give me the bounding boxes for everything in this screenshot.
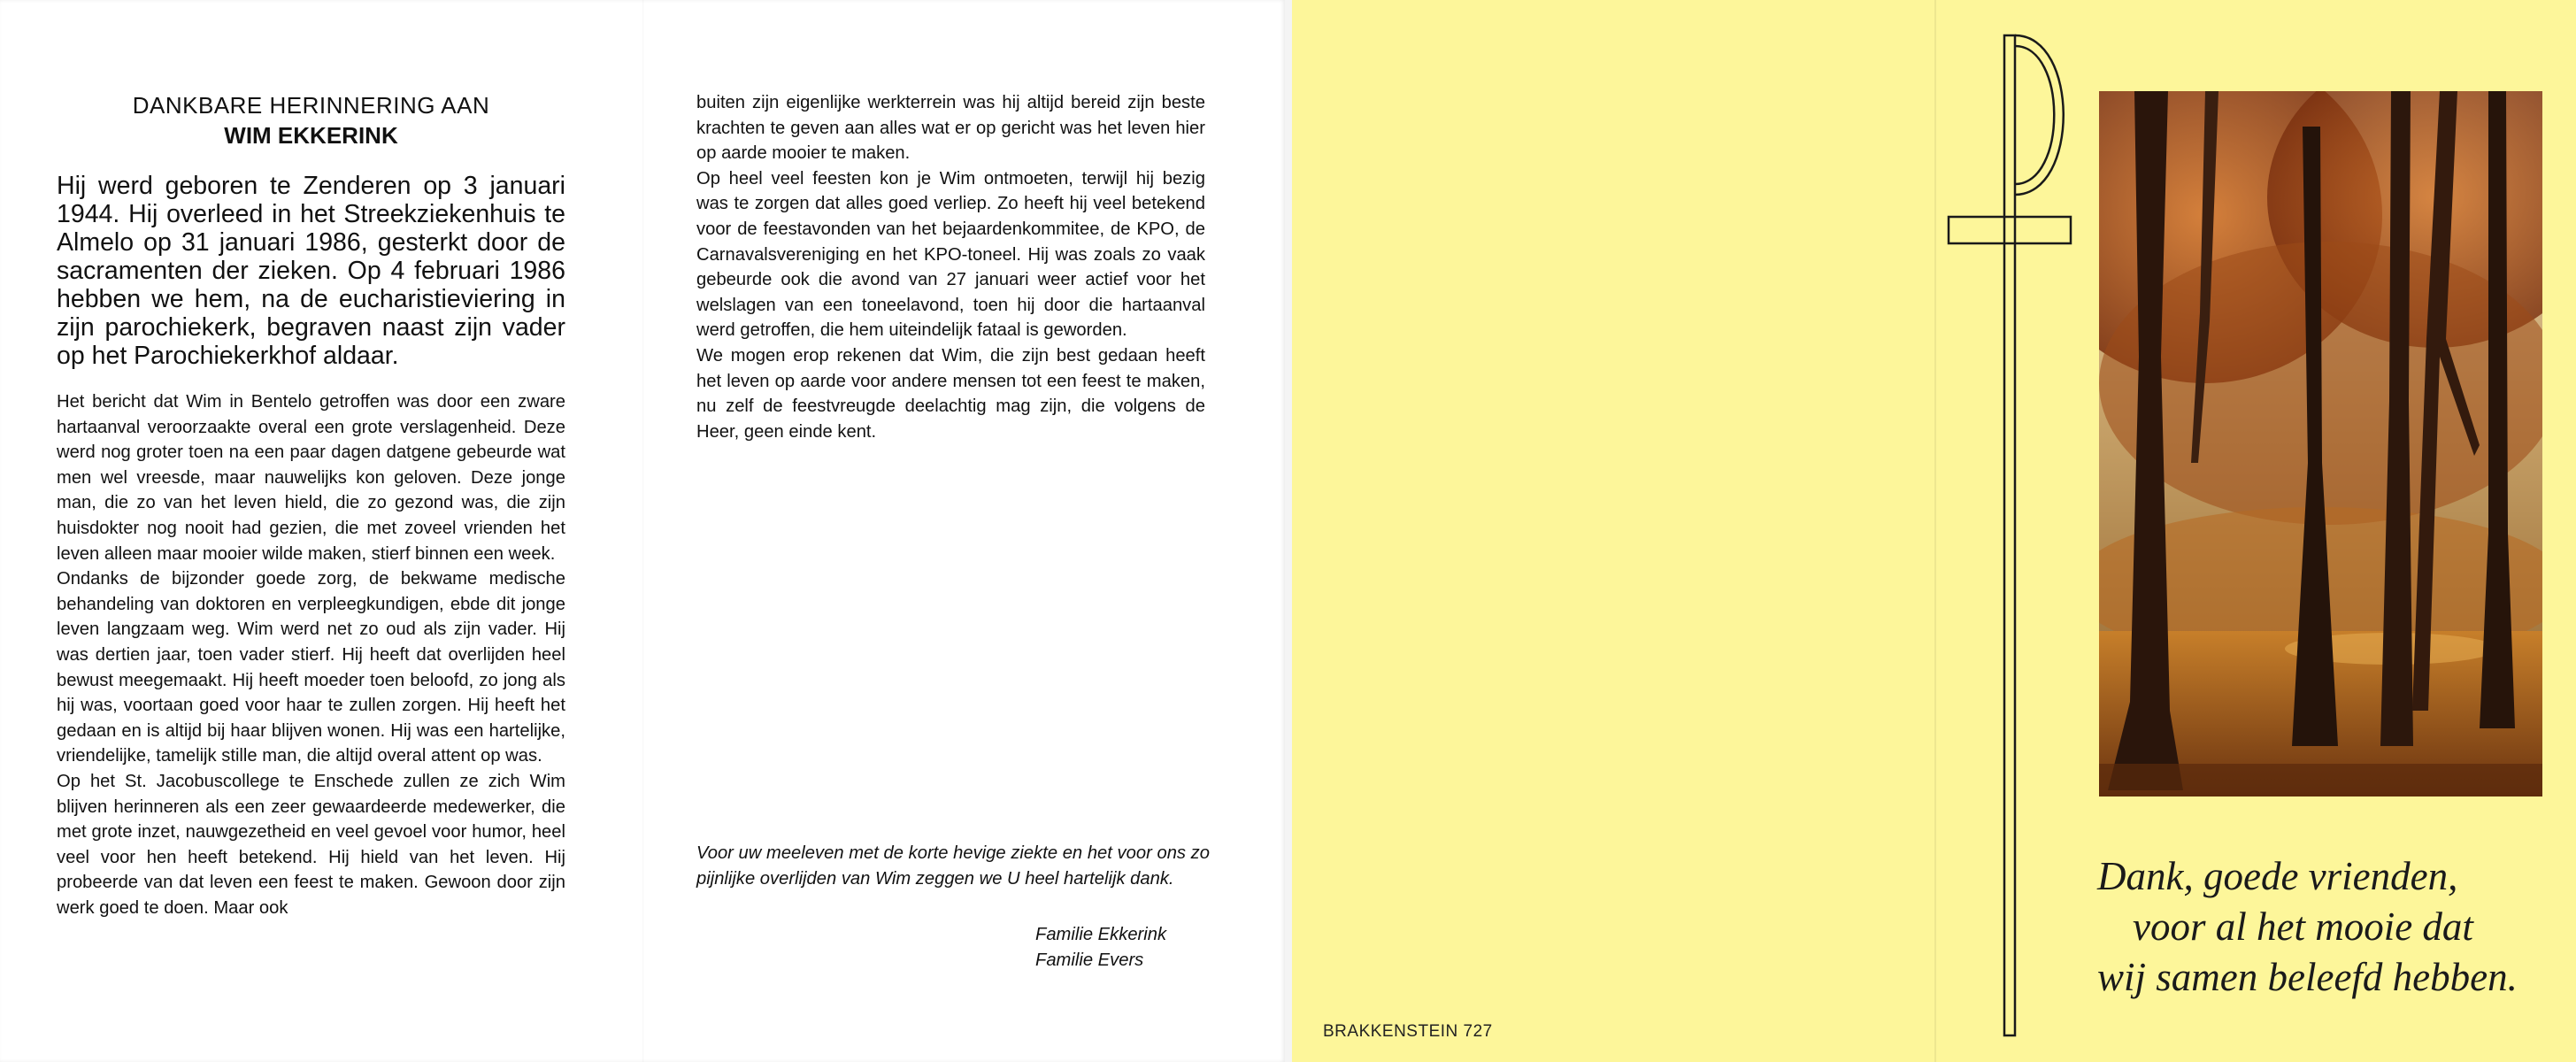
paragraph-4: buiten zijn eigenlijke werkterrein was hij altijd bereid zijn beste krachten te geven aan alles wat er op gericht was het leven hier op aarde mooier te maken.	[696, 93, 1205, 164]
motto-line-1: Dank, goede vrienden,	[2097, 854, 2458, 898]
signature-evers: Familie Evers	[1035, 950, 1144, 970]
paragraph-6: We mogen erop rekenen dat Wim, die zijn best gedaan heeft het leven op aarde voor andere mensen tot een feest te maken, nu zelf de feestvreugde deelachtig mag zijn, die volgens de Heer, geen einde kent.	[696, 345, 1205, 442]
paragraph-5: Op heel veel feesten kon je Wim ontmoeten, terwijl hij bezig was te zorgen dat alles goed verliep. Zo heeft hij veel betekend voor de feestavonden van het bejaardenkommitee, de KPO, de Carnavalsvereniging en het KPO-toneel. Hij was zoals zo vaak gebeurde ook die avond van 27 januari weer actief voor het welslagen van een toneelavond, toen hij door die hartaanval werd getroffen, die hem uiteindelijk fataal is geworden.	[696, 168, 1205, 341]
left-column	[57, 90, 565, 920]
right-column	[696, 90, 1205, 444]
card-inside	[0, 0, 1285, 1062]
deceased-name: WIM EKKERINK	[224, 122, 398, 149]
autumn-forest-photo	[2099, 91, 2542, 796]
motto-text	[2097, 851, 2557, 1003]
motto-line-2: voor al het mooie dat	[2133, 904, 2473, 949]
chi-rho-cross-icon	[1947, 31, 2088, 1040]
signature-ekkerink: Familie Ekkerink	[1035, 925, 1167, 944]
paragraph-1: Het bericht dat Wim in Bentelo getroffen was door een zware hartaanval veroorzaakte overal een grote verslagenheid. Deze werd nog groter toen na een paar dagen datgene gebeurde wat men wel vreesde, maar nauwelijks kon geloven. Deze jonge man, die zo van het leven hield, die zo gezond was, die zijn huisdokter nog nooit had gezien, die met zoveel vrienden het leven alleen maar mooier wilde maken, stierf binnen een week.	[57, 392, 565, 564]
motto-line-3: wij samen beleefd hebben.	[2097, 955, 2518, 999]
heading-line: DANKBARE HERINNERING AAN	[132, 92, 490, 119]
fold-line	[1934, 0, 1936, 1062]
card-outside	[1292, 0, 2576, 1062]
intro-paragraph: Hij werd geboren te Zenderen op 3 januari 1944. Hij overleed in het Streekziekenhuis te Almelo op 31 januari 1986, gesterkt door de sacramenten der zieken. Op 4 februari 1986 hebben we hem, na de eucharistieviering in zijn parochiekerk, begraven naast zijn vader op het Parochiekerkhof aldaar.	[57, 172, 565, 370]
fold-line	[642, 0, 644, 1062]
paragraph-2: Ondanks de bijzonder goede zorg, de bekwame medische behandeling van doktoren en verpleegkundigen, ebde dit jonge leven langzaam weg. Wim werd net zo oud als zijn vader. Hij was dertien jaar, toen vader stierf. Hij heeft dat overlijden heel bewust meegemaakt. Hij heeft moeder toen beloofd, zo jong als hij was, voortaan goed voor haar te zullen zorgen. Hij heeft het gedaan en is altijd bij haar blijven wonen. Hij was een hartelijke, vriendelijke, tamelijk stille man, die altijd overal attent op was.	[57, 569, 565, 766]
publisher-code: BRAKKENSTEIN 727	[1323, 1022, 1493, 1041]
paragraph-3: Op het St. Jacobuscollege te Enschede zullen ze zich Wim blijven herinneren als een zeer gewaardeerde medewerker, die met grote inzet, nauwgezetheid en veel gevoel voor humor, heel veel voor hen heeft betekend. Hij hield van het leven. Hij probeerde van dat leven een feest te maken. Gewoon door zijn werk goed te doen. Maar ook	[57, 771, 565, 918]
thanks-note: Voor uw meeleven met de korte hevige ziekte en het voor ons zo pijnlijke overlijden van Wim zeggen we U heel hartelijk dank.	[696, 843, 1210, 889]
